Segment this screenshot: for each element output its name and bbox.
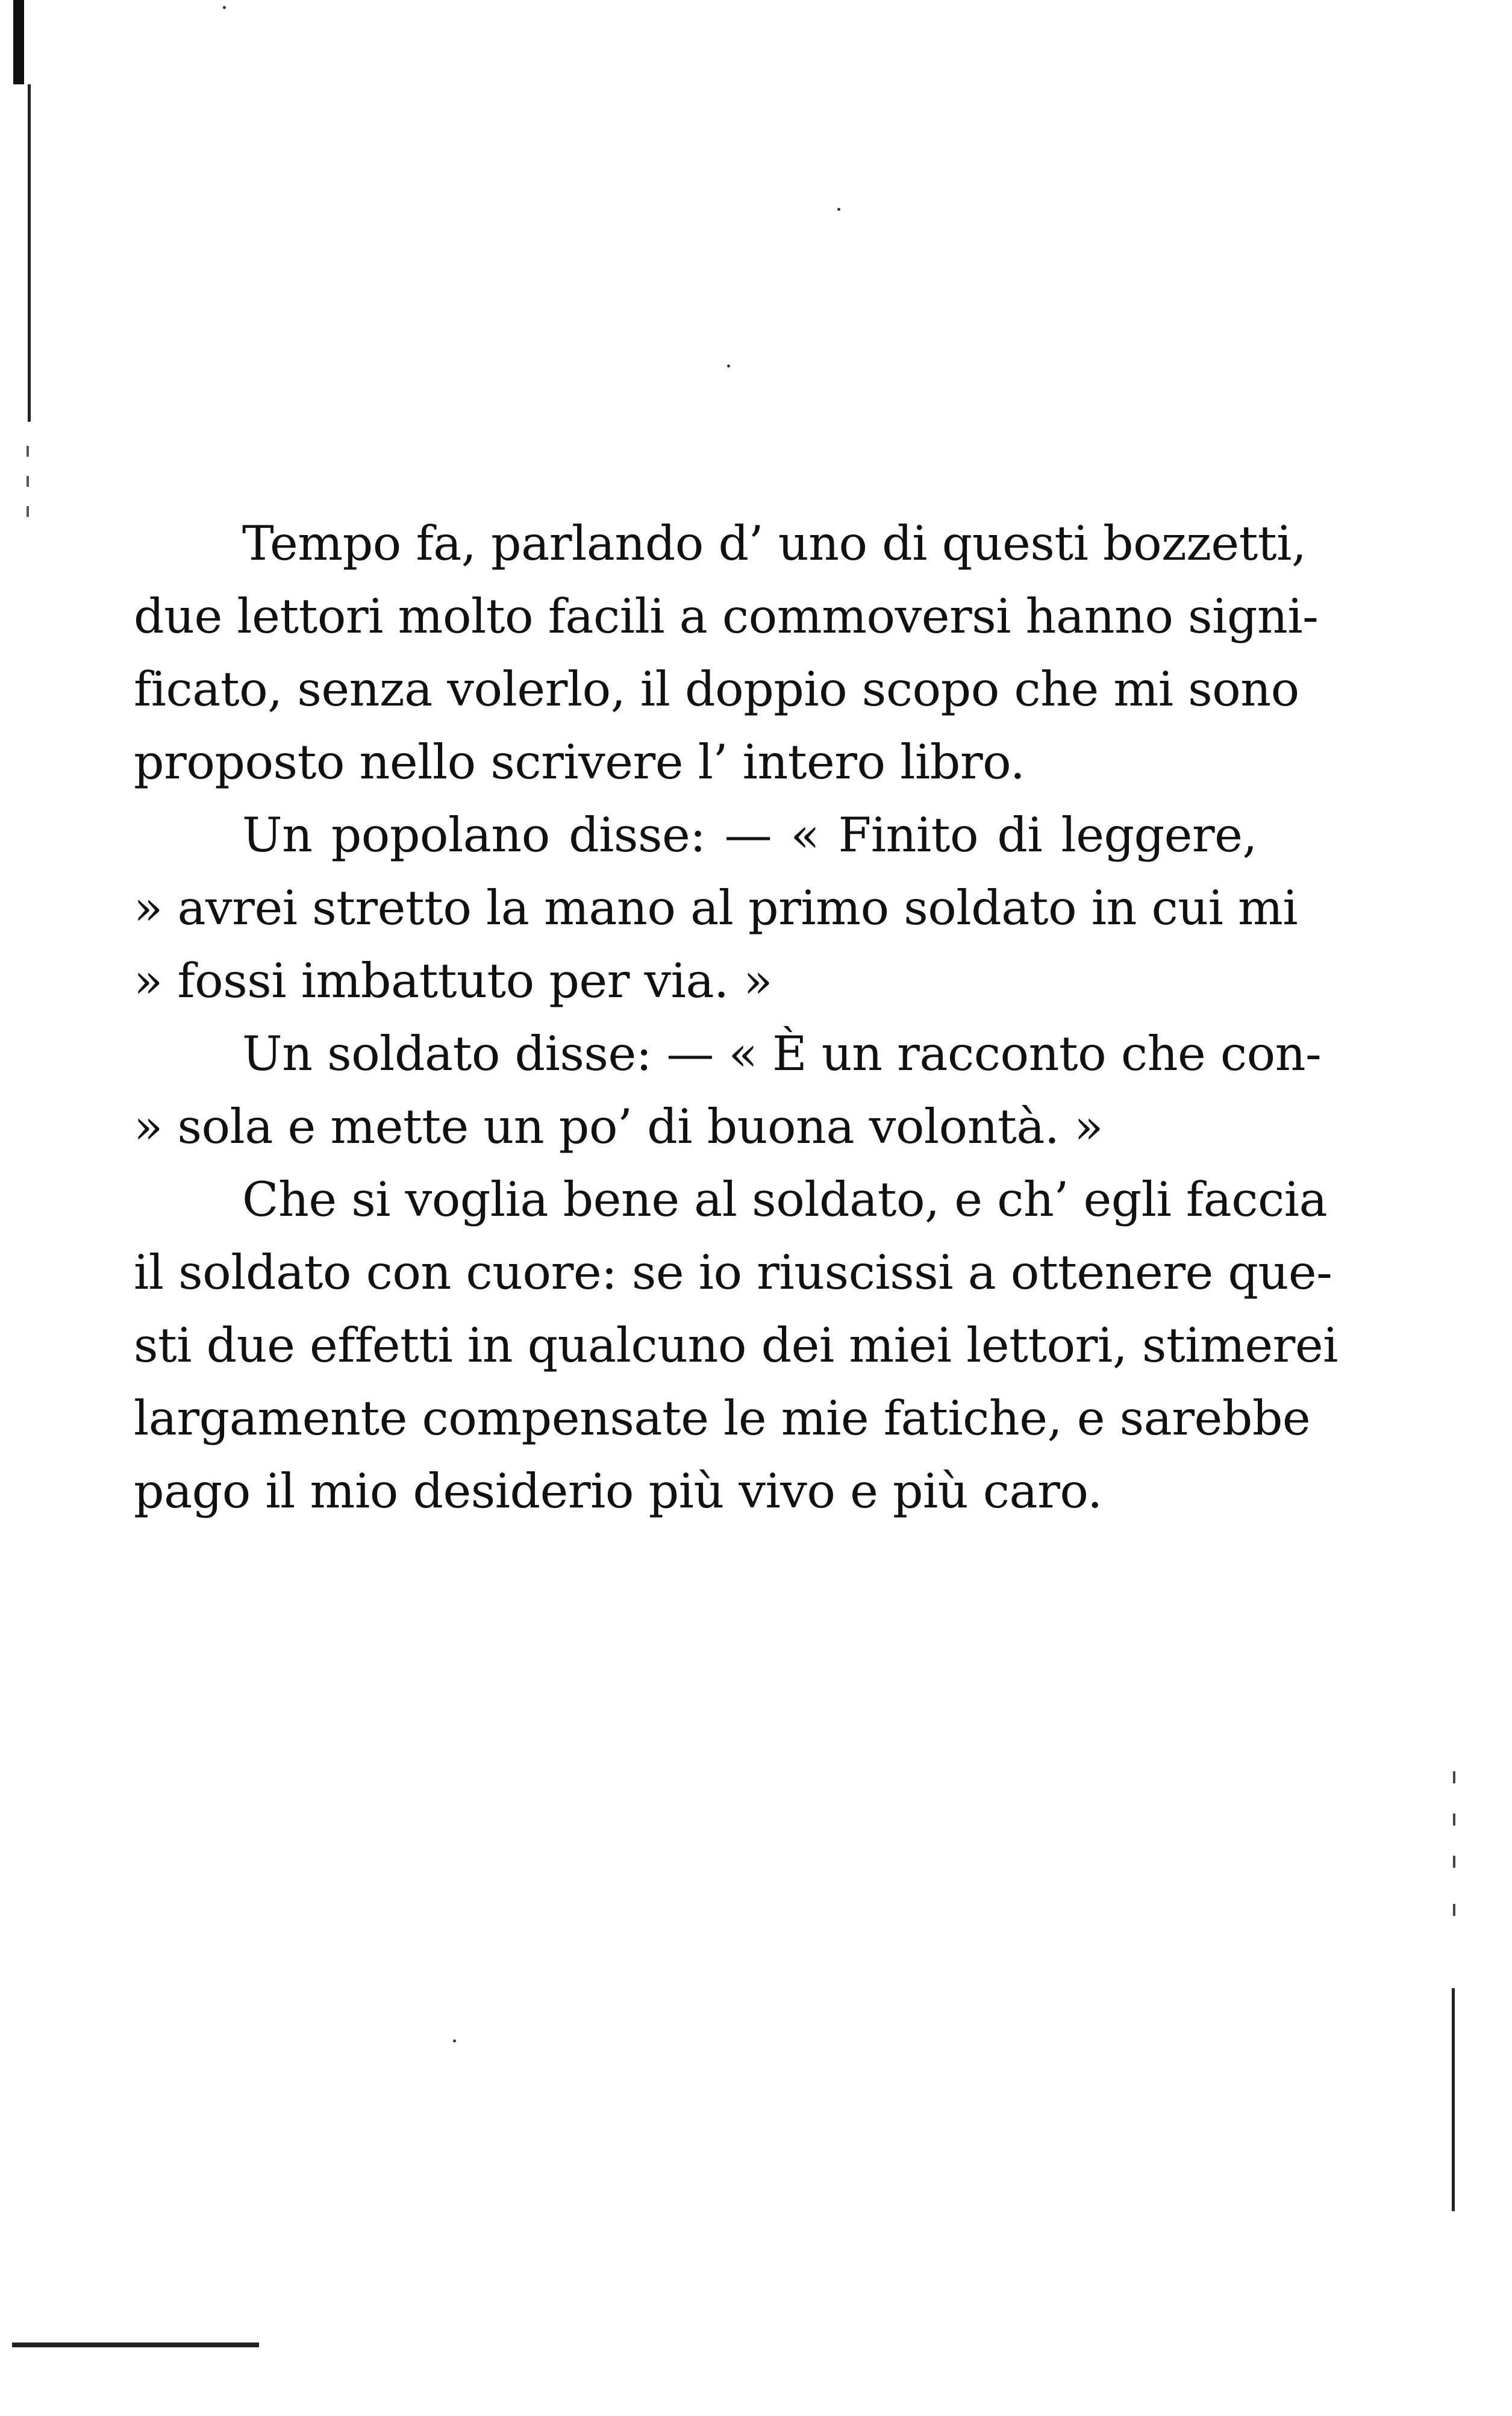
scan-edge-line bbox=[1452, 1988, 1455, 2211]
text-line: Che si voglia bene al soldato, e ch’ egli faccia bbox=[242, 1172, 1328, 1227]
scan-edge-bottom bbox=[12, 2342, 259, 2347]
scan-edge-dash bbox=[27, 476, 29, 487]
scan-edge-dash bbox=[1453, 1814, 1455, 1826]
text-line: Un popolano disse: — « Finito di leggere, bbox=[242, 807, 1257, 863]
text-line: » avrei stretto la mano al primo soldato in cui mi bbox=[134, 880, 1298, 936]
text-line: largamente compensate le mie fatiche, e sarebbe bbox=[134, 1391, 1311, 1446]
text-line: ficato, senza volerlo, il doppio scopo che mi sono bbox=[134, 662, 1299, 717]
scan-edge-dash bbox=[1453, 1771, 1455, 1783]
scan-edge-line bbox=[28, 84, 31, 422]
text-line: due lettori molto facili a commoversi hanno signi- bbox=[134, 589, 1319, 644]
scan-speck bbox=[223, 6, 226, 9]
scan-speck bbox=[727, 365, 730, 368]
text-line: » sola e mette un po’ di buona volontà. » bbox=[134, 1099, 1103, 1154]
scan-speck bbox=[453, 2039, 456, 2042]
scan-edge-dash bbox=[1453, 1856, 1455, 1868]
scan-edge-dash bbox=[1453, 1904, 1455, 1916]
text-line: » fossi imbattuto per via. » bbox=[134, 953, 773, 1009]
scan-edge-dash bbox=[27, 446, 29, 457]
text-line: proposto nello scrivere l’ intero libro. bbox=[134, 734, 1025, 790]
text-line: Un soldato disse: — « È un racconto che con- bbox=[242, 1026, 1322, 1081]
text-line: pago il mio desiderio più vivo e più caro. bbox=[134, 1463, 1102, 1519]
scan-edge-mark bbox=[13, 0, 24, 84]
page-text bbox=[134, 507, 1338, 1528]
text-line: Tempo fa, parlando d’ uno di questi bozzetti, bbox=[242, 516, 1307, 571]
scan-speck bbox=[837, 208, 840, 211]
text-line: il soldato con cuore: se io riuscissi a ottenere que- bbox=[134, 1245, 1332, 1300]
scan-edge-dash bbox=[27, 506, 29, 517]
text-line: sti due effetti in qualcuno dei miei lettori, stimerei bbox=[134, 1318, 1338, 1373]
